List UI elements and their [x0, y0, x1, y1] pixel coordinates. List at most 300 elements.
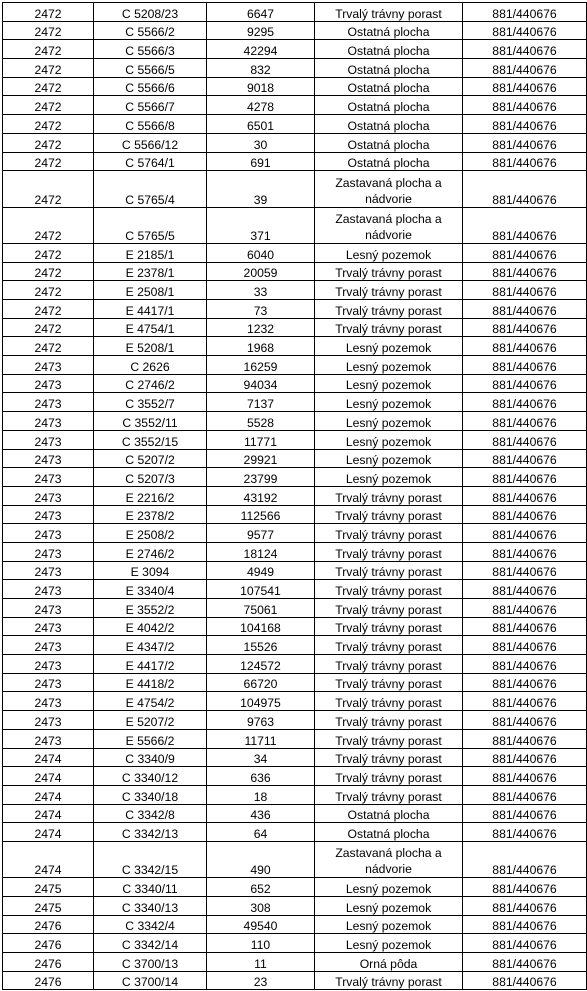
lv-number-cell: 2472: [3, 300, 94, 319]
area-cell: 30: [207, 133, 315, 152]
lv-number-cell: 2476: [3, 934, 94, 953]
land-type-cell: Trvalý trávny porast: [315, 599, 463, 618]
land-type-cell: Lesný pozemok: [315, 449, 463, 468]
share-cell: 881/440676: [463, 133, 587, 152]
share-cell: 881/440676: [463, 115, 587, 134]
land-type-cell: Trvalý trávny porast: [315, 636, 463, 655]
lv-number-cell: 2472: [3, 152, 94, 171]
land-type-cell: Lesný pozemok: [315, 393, 463, 412]
parcel-number-cell: E 2508/2: [94, 524, 207, 543]
parcel-number-cell: C 5764/1: [94, 152, 207, 171]
parcel-number-cell: C 3340/9: [94, 748, 207, 767]
land-type-cell: Trvalý trávny porast: [315, 505, 463, 524]
land-type-cell: Ostatná plocha: [315, 40, 463, 59]
table-row: [3, 449, 587, 468]
lv-number-cell: 2474: [3, 823, 94, 842]
area-cell: 371: [207, 207, 315, 243]
table-row: [3, 617, 587, 636]
area-cell: 23: [207, 971, 315, 990]
land-type-cell: Trvalý trávny porast: [315, 318, 463, 337]
parcel-number-cell: C 3340/13: [94, 897, 207, 916]
land-type-cell: Lesný pozemok: [315, 374, 463, 393]
table-row: [3, 468, 587, 487]
share-cell: 881/440676: [463, 337, 587, 356]
table-row: [3, 748, 587, 767]
land-type-cell: Lesný pozemok: [315, 337, 463, 356]
land-type-cell: Lesný pozemok: [315, 934, 463, 953]
share-cell: 881/440676: [463, 711, 587, 730]
share-cell: 881/440676: [463, 77, 587, 96]
parcel-number-cell: E 4347/2: [94, 636, 207, 655]
land-type-cell: Trvalý trávny porast: [315, 617, 463, 636]
share-cell: 881/440676: [463, 3, 587, 22]
lv-number-cell: 2472: [3, 115, 94, 134]
lv-number-cell: 2473: [3, 393, 94, 412]
table-row: [3, 823, 587, 842]
land-type-cell: Trvalý trávny porast: [315, 767, 463, 786]
land-type-cell: Ostatná plocha: [315, 77, 463, 96]
share-cell: 881/440676: [463, 561, 587, 580]
share-cell: 881/440676: [463, 21, 587, 40]
share-cell: 881/440676: [463, 971, 587, 990]
table-row: [3, 971, 587, 990]
parcel-number-cell: C 3340/11: [94, 878, 207, 897]
land-type-cell: Trvalý trávny porast: [315, 262, 463, 281]
area-cell: 11: [207, 953, 315, 972]
parcel-number-cell: E 3094: [94, 561, 207, 580]
parcel-number-cell: E 2378/1: [94, 262, 207, 281]
share-cell: 881/440676: [463, 878, 587, 897]
area-cell: 1232: [207, 318, 315, 337]
share-cell: 881/440676: [463, 673, 587, 692]
lv-number-cell: 2473: [3, 374, 94, 393]
area-cell: 15526: [207, 636, 315, 655]
parcel-table: [2, 2, 587, 990]
land-type-cell: Trvalý trávny porast: [315, 3, 463, 22]
parcel-number-cell: E 2185/1: [94, 243, 207, 262]
share-cell: 881/440676: [463, 897, 587, 916]
area-cell: 436: [207, 804, 315, 823]
lv-number-cell: 2472: [3, 318, 94, 337]
lv-number-cell: 2473: [3, 524, 94, 543]
lv-number-cell: 2473: [3, 729, 94, 748]
share-cell: 881/440676: [463, 617, 587, 636]
share-cell: 881/440676: [463, 542, 587, 561]
lv-number-cell: 2473: [3, 617, 94, 636]
area-cell: 39: [207, 171, 315, 207]
lv-number-cell: 2473: [3, 636, 94, 655]
area-cell: 11771: [207, 430, 315, 449]
table-row: [3, 785, 587, 804]
parcel-number-cell: C 3700/13: [94, 953, 207, 972]
table-row: [3, 281, 587, 300]
table-row: [3, 262, 587, 281]
lv-number-cell: 2474: [3, 785, 94, 804]
parcel-number-cell: C 3552/11: [94, 412, 207, 431]
share-cell: 881/440676: [463, 449, 587, 468]
parcel-number-cell: E 4754/2: [94, 692, 207, 711]
lv-number-cell: 2473: [3, 412, 94, 431]
table-row: [3, 580, 587, 599]
parcel-number-cell: E 4418/2: [94, 673, 207, 692]
area-cell: 29921: [207, 449, 315, 468]
area-cell: 75061: [207, 599, 315, 618]
parcel-number-cell: C 3342/13: [94, 823, 207, 842]
lv-number-cell: 2475: [3, 878, 94, 897]
share-cell: 881/440676: [463, 580, 587, 599]
table-row: [3, 300, 587, 319]
table-row: [3, 655, 587, 674]
land-type-cell: Ostatná plocha: [315, 804, 463, 823]
land-type-cell: Zastavaná plocha a nádvorie: [315, 841, 463, 877]
parcel-number-cell: C 5765/4: [94, 171, 207, 207]
share-cell: 881/440676: [463, 374, 587, 393]
parcel-number-cell: C 3342/15: [94, 841, 207, 877]
land-type-cell: Trvalý trávny porast: [315, 971, 463, 990]
table-row: [3, 673, 587, 692]
area-cell: 9018: [207, 77, 315, 96]
table-row: [3, 636, 587, 655]
table-row: [3, 430, 587, 449]
share-cell: 881/440676: [463, 243, 587, 262]
table-row: [3, 40, 587, 59]
table-row: [3, 133, 587, 152]
area-cell: 104975: [207, 692, 315, 711]
lv-number-cell: 2472: [3, 243, 94, 262]
share-cell: 881/440676: [463, 599, 587, 618]
area-cell: 6647: [207, 3, 315, 22]
lv-number-cell: 2473: [3, 505, 94, 524]
lv-number-cell: 2472: [3, 40, 94, 59]
table-row: [3, 505, 587, 524]
share-cell: 881/440676: [463, 767, 587, 786]
table-row: [3, 804, 587, 823]
table-row: [3, 878, 587, 897]
area-cell: 9577: [207, 524, 315, 543]
area-cell: 308: [207, 897, 315, 916]
parcel-number-cell: C 5765/5: [94, 207, 207, 243]
area-cell: 4949: [207, 561, 315, 580]
table-row: [3, 599, 587, 618]
land-type-cell: Zastavaná plocha a nádvorie: [315, 171, 463, 207]
area-cell: 9295: [207, 21, 315, 40]
land-type-cell: Ostatná plocha: [315, 21, 463, 40]
land-type-cell: Ostatná plocha: [315, 152, 463, 171]
parcel-number-cell: C 5566/2: [94, 21, 207, 40]
lv-number-cell: 2473: [3, 430, 94, 449]
parcel-number-cell: E 4417/1: [94, 300, 207, 319]
lv-number-cell: 2472: [3, 171, 94, 207]
share-cell: 881/440676: [463, 692, 587, 711]
share-cell: 881/440676: [463, 841, 587, 877]
lv-number-cell: 2472: [3, 207, 94, 243]
share-cell: 881/440676: [463, 430, 587, 449]
area-cell: 124572: [207, 655, 315, 674]
land-type-cell: Lesný pozemok: [315, 412, 463, 431]
parcel-table-body: [3, 3, 587, 990]
parcel-number-cell: E 3340/4: [94, 580, 207, 599]
parcel-number-cell: C 3342/8: [94, 804, 207, 823]
lv-number-cell: 2473: [3, 449, 94, 468]
area-cell: 6501: [207, 115, 315, 134]
lv-number-cell: 2473: [3, 599, 94, 618]
land-type-cell: Lesný pozemok: [315, 897, 463, 916]
lv-number-cell: 2473: [3, 468, 94, 487]
lv-number-cell: 2472: [3, 133, 94, 152]
table-row: [3, 692, 587, 711]
area-cell: 9763: [207, 711, 315, 730]
share-cell: 881/440676: [463, 318, 587, 337]
area-cell: 110: [207, 934, 315, 953]
land-type-cell: Trvalý trávny porast: [315, 561, 463, 580]
area-cell: 5528: [207, 412, 315, 431]
parcel-number-cell: C 3340/12: [94, 767, 207, 786]
area-cell: 42294: [207, 40, 315, 59]
share-cell: 881/440676: [463, 823, 587, 842]
parcel-number-cell: C 2746/2: [94, 374, 207, 393]
area-cell: 20059: [207, 262, 315, 281]
lv-number-cell: 2476: [3, 953, 94, 972]
share-cell: 881/440676: [463, 468, 587, 487]
land-type-cell: Orná pôda: [315, 953, 463, 972]
share-cell: 881/440676: [463, 412, 587, 431]
lv-number-cell: 2476: [3, 971, 94, 990]
parcel-number-cell: C 5208/23: [94, 3, 207, 22]
parcel-number-cell: E 2746/2: [94, 542, 207, 561]
parcel-number-cell: E 5208/1: [94, 337, 207, 356]
lv-number-cell: 2472: [3, 21, 94, 40]
table-row: [3, 356, 587, 375]
area-cell: 33: [207, 281, 315, 300]
table-row: [3, 897, 587, 916]
land-type-cell: Trvalý trávny porast: [315, 785, 463, 804]
lv-number-cell: 2472: [3, 337, 94, 356]
area-cell: 16259: [207, 356, 315, 375]
land-type-cell: Ostatná plocha: [315, 115, 463, 134]
lv-number-cell: 2473: [3, 655, 94, 674]
area-cell: 66720: [207, 673, 315, 692]
lv-number-cell: 2476: [3, 915, 94, 934]
land-type-cell: Trvalý trávny porast: [315, 486, 463, 505]
parcel-number-cell: C 5566/12: [94, 133, 207, 152]
land-type-cell: Trvalý trávny porast: [315, 692, 463, 711]
land-type-cell: Trvalý trávny porast: [315, 580, 463, 599]
lv-number-cell: 2475: [3, 897, 94, 916]
parcel-number-cell: E 2508/1: [94, 281, 207, 300]
lv-number-cell: 2472: [3, 77, 94, 96]
share-cell: 881/440676: [463, 655, 587, 674]
land-type-cell: Ostatná plocha: [315, 59, 463, 78]
share-cell: 881/440676: [463, 486, 587, 505]
area-cell: 490: [207, 841, 315, 877]
lv-number-cell: 2473: [3, 561, 94, 580]
share-cell: 881/440676: [463, 262, 587, 281]
parcel-number-cell: E 4754/1: [94, 318, 207, 337]
table-row: [3, 729, 587, 748]
table-row: [3, 412, 587, 431]
area-cell: 49540: [207, 915, 315, 934]
table-row: [3, 21, 587, 40]
parcel-number-cell: C 5566/5: [94, 59, 207, 78]
table-row: [3, 393, 587, 412]
lv-number-cell: 2474: [3, 804, 94, 823]
land-type-cell: Lesný pozemok: [315, 356, 463, 375]
table-row: [3, 77, 587, 96]
parcel-number-cell: C 5207/3: [94, 468, 207, 487]
parcel-number-cell: E 5207/2: [94, 711, 207, 730]
table-row: [3, 115, 587, 134]
area-cell: 4278: [207, 96, 315, 115]
table-row: [3, 934, 587, 953]
area-cell: 64: [207, 823, 315, 842]
parcel-number-cell: C 3552/15: [94, 430, 207, 449]
share-cell: 881/440676: [463, 505, 587, 524]
table-row: [3, 953, 587, 972]
lv-number-cell: 2473: [3, 673, 94, 692]
land-type-cell: Lesný pozemok: [315, 878, 463, 897]
lv-number-cell: 2474: [3, 841, 94, 877]
area-cell: 104168: [207, 617, 315, 636]
area-cell: 7137: [207, 393, 315, 412]
share-cell: 881/440676: [463, 953, 587, 972]
area-cell: 691: [207, 152, 315, 171]
share-cell: 881/440676: [463, 300, 587, 319]
land-type-cell: Trvalý trávny porast: [315, 524, 463, 543]
area-cell: 112566: [207, 505, 315, 524]
land-type-cell: Trvalý trávny porast: [315, 542, 463, 561]
parcel-number-cell: E 3552/2: [94, 599, 207, 618]
table-row: [3, 542, 587, 561]
area-cell: 652: [207, 878, 315, 897]
parcel-number-cell: E 5566/2: [94, 729, 207, 748]
area-cell: 6040: [207, 243, 315, 262]
table-row: [3, 59, 587, 78]
parcel-number-cell: C 3342/14: [94, 934, 207, 953]
area-cell: 34: [207, 748, 315, 767]
land-type-cell: Trvalý trávny porast: [315, 300, 463, 319]
table-row: [3, 3, 587, 22]
parcel-number-cell: E 4042/2: [94, 617, 207, 636]
land-type-cell: Lesný pozemok: [315, 243, 463, 262]
land-type-cell: Lesný pozemok: [315, 915, 463, 934]
share-cell: 881/440676: [463, 152, 587, 171]
table-row: [3, 337, 587, 356]
table-row: [3, 171, 587, 207]
table-row: [3, 561, 587, 580]
land-type-cell: Lesný pozemok: [315, 468, 463, 487]
parcel-number-cell: C 5566/7: [94, 96, 207, 115]
share-cell: 881/440676: [463, 171, 587, 207]
area-cell: 18124: [207, 542, 315, 561]
lv-number-cell: 2474: [3, 767, 94, 786]
lv-number-cell: 2472: [3, 59, 94, 78]
share-cell: 881/440676: [463, 915, 587, 934]
parcel-number-cell: C 5566/6: [94, 77, 207, 96]
table-row: [3, 524, 587, 543]
table-row: [3, 767, 587, 786]
table-row: [3, 243, 587, 262]
area-cell: 832: [207, 59, 315, 78]
share-cell: 881/440676: [463, 785, 587, 804]
parcel-number-cell: C 2626: [94, 356, 207, 375]
lv-number-cell: 2472: [3, 281, 94, 300]
parcel-number-cell: C 3552/7: [94, 393, 207, 412]
share-cell: 881/440676: [463, 748, 587, 767]
table-row: [3, 318, 587, 337]
share-cell: 881/440676: [463, 40, 587, 59]
area-cell: 23799: [207, 468, 315, 487]
land-type-cell: Trvalý trávny porast: [315, 655, 463, 674]
parcel-number-cell: C 3340/18: [94, 785, 207, 804]
lv-number-cell: 2473: [3, 356, 94, 375]
land-type-cell: Trvalý trávny porast: [315, 748, 463, 767]
parcel-number-cell: E 4417/2: [94, 655, 207, 674]
parcel-number-cell: E 2216/2: [94, 486, 207, 505]
land-type-cell: Ostatná plocha: [315, 823, 463, 842]
area-cell: 94034: [207, 374, 315, 393]
lv-number-cell: 2472: [3, 262, 94, 281]
parcel-number-cell: C 5566/3: [94, 40, 207, 59]
lv-number-cell: 2474: [3, 748, 94, 767]
share-cell: 881/440676: [463, 934, 587, 953]
share-cell: 881/440676: [463, 281, 587, 300]
table-row: [3, 486, 587, 505]
land-type-cell: Ostatná plocha: [315, 96, 463, 115]
area-cell: 1968: [207, 337, 315, 356]
lv-number-cell: 2473: [3, 692, 94, 711]
share-cell: 881/440676: [463, 729, 587, 748]
lv-number-cell: 2473: [3, 711, 94, 730]
share-cell: 881/440676: [463, 59, 587, 78]
area-cell: 636: [207, 767, 315, 786]
land-type-cell: Trvalý trávny porast: [315, 729, 463, 748]
table-row: [3, 96, 587, 115]
parcel-number-cell: C 5207/2: [94, 449, 207, 468]
lv-number-cell: 2473: [3, 580, 94, 599]
parcel-number-cell: C 5566/8: [94, 115, 207, 134]
lv-number-cell: 2473: [3, 486, 94, 505]
land-type-cell: Trvalý trávny porast: [315, 281, 463, 300]
table-row: [3, 374, 587, 393]
land-type-cell: Lesný pozemok: [315, 430, 463, 449]
land-type-cell: Trvalý trávny porast: [315, 673, 463, 692]
lv-number-cell: 2472: [3, 3, 94, 22]
area-cell: 18: [207, 785, 315, 804]
share-cell: 881/440676: [463, 393, 587, 412]
share-cell: 881/440676: [463, 636, 587, 655]
parcel-number-cell: E 2378/2: [94, 505, 207, 524]
share-cell: 881/440676: [463, 804, 587, 823]
share-cell: 881/440676: [463, 356, 587, 375]
area-cell: 73: [207, 300, 315, 319]
area-cell: 11711: [207, 729, 315, 748]
table-row: [3, 711, 587, 730]
lv-number-cell: 2472: [3, 96, 94, 115]
area-cell: 107541: [207, 580, 315, 599]
table-row: [3, 152, 587, 171]
lv-number-cell: 2473: [3, 542, 94, 561]
share-cell: 881/440676: [463, 207, 587, 243]
land-type-cell: Trvalý trávny porast: [315, 711, 463, 730]
area-cell: 43192: [207, 486, 315, 505]
table-row: [3, 841, 587, 877]
table-row: [3, 207, 587, 243]
table-row: [3, 915, 587, 934]
share-cell: 881/440676: [463, 96, 587, 115]
share-cell: 881/440676: [463, 524, 587, 543]
land-type-cell: Ostatná plocha: [315, 133, 463, 152]
parcel-number-cell: C 3342/4: [94, 915, 207, 934]
